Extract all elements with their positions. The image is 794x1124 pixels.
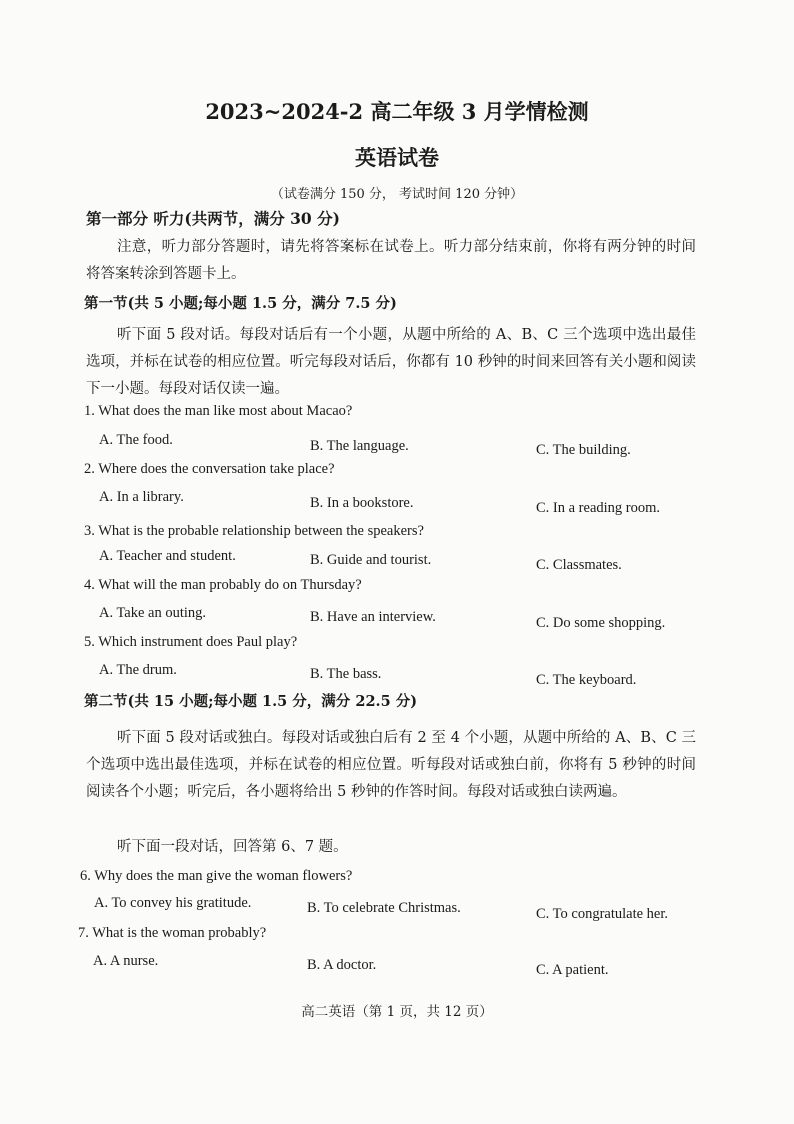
option-c: C. In a reading room. <box>536 500 661 516</box>
section2-heading: 第二节(共 15 小题;每小题 1.5 分，满分 22.5 分) <box>84 693 418 710</box>
question-text: 5. Which instrument does Paul play? <box>84 634 298 650</box>
page-footer: 高二英语（第 1 页，共 12 页） <box>301 1004 493 1020</box>
part1-note: 注意，听力部分答题时，请先将答案标在试卷上。听力部分结束前，你将有两分钟的时间将答案转涂到答题卡上。 <box>86 239 696 282</box>
score-note: （试卷满分 150 分， 考试时间 120 分钟） <box>270 187 524 202</box>
option-b: B. In a bookstore. <box>310 495 414 511</box>
question-text: 3. What is the probable relationship between the speakers? <box>84 523 424 539</box>
question-text: 6. Why does the man give the woman flowers? <box>80 868 353 884</box>
option-a: A. The food. <box>99 432 173 448</box>
question-text: 2. Where does the conversation take place? <box>84 461 335 477</box>
option-b: B. A doctor. <box>307 957 377 973</box>
question-text: 4. What will the man probably do on Thursday? <box>84 577 362 593</box>
question-text: 7. What is the woman probably? <box>78 925 267 941</box>
option-c: C. The building. <box>536 442 631 458</box>
exam-subject: 英语试卷 <box>355 145 439 170</box>
option-a: A. The drum. <box>99 662 177 678</box>
question-text: 1. What does the man like most about Macao? <box>84 403 353 419</box>
option-a: A. In a library. <box>99 489 184 505</box>
part1-heading: 第一部分 听力(共两节，满分 30 分) <box>86 209 340 228</box>
option-c: C. A patient. <box>536 962 609 978</box>
option-b: B. To celebrate Christmas. <box>307 900 461 916</box>
option-c: C. To congratulate her. <box>536 906 669 922</box>
option-a: A. Teacher and student. <box>99 548 236 564</box>
option-c: C. The keyboard. <box>536 672 637 688</box>
option-b: B. The bass. <box>310 666 382 682</box>
option-a: A. A nurse. <box>93 953 159 969</box>
option-b: B. Guide and tourist. <box>310 552 432 568</box>
option-a: A. Take an outing. <box>99 605 207 621</box>
option-c: C. Classmates. <box>536 557 622 573</box>
option-b: B. The language. <box>310 438 409 454</box>
exam-title: 2023~2024-2 高二年级 3 月学情检测 <box>205 99 589 124</box>
option-a: A. To convey his gratitude. <box>94 895 252 911</box>
section2-instructions: 听下面 5 段对话或独白。每段对话或独白后有 2 至 4 个小题，从题中所给的 A、B、C 三个选项中选出最佳选项，并标在试卷的相应位置。听每段对话或独白前，你将有 5 秒钟的时间阅读各个小题；听完后，各小题将给出 5 秒钟的作答时间。每段对话或独白读两遍。 <box>86 730 696 800</box>
section1-instructions: 听下面 5 段对话。每段对话后有一个小题，从题中所给的 A、B、C 三个选项中选出最佳选项，并标在试卷的相应位置。听完每段对话后，你都有 10 秒钟的时间来回答有关小题和阅读下一小题。每段对话仅读一遍。 <box>86 327 696 397</box>
option-b: B. Have an interview. <box>310 609 436 625</box>
option-c: C. Do some shopping. <box>536 615 666 631</box>
section2-sub-instruction: 听下面一段对话，回答第 6、7 题。 <box>117 839 348 855</box>
section1-heading: 第一节(共 5 小题;每小题 1.5 分，满分 7.5 分) <box>84 295 397 312</box>
